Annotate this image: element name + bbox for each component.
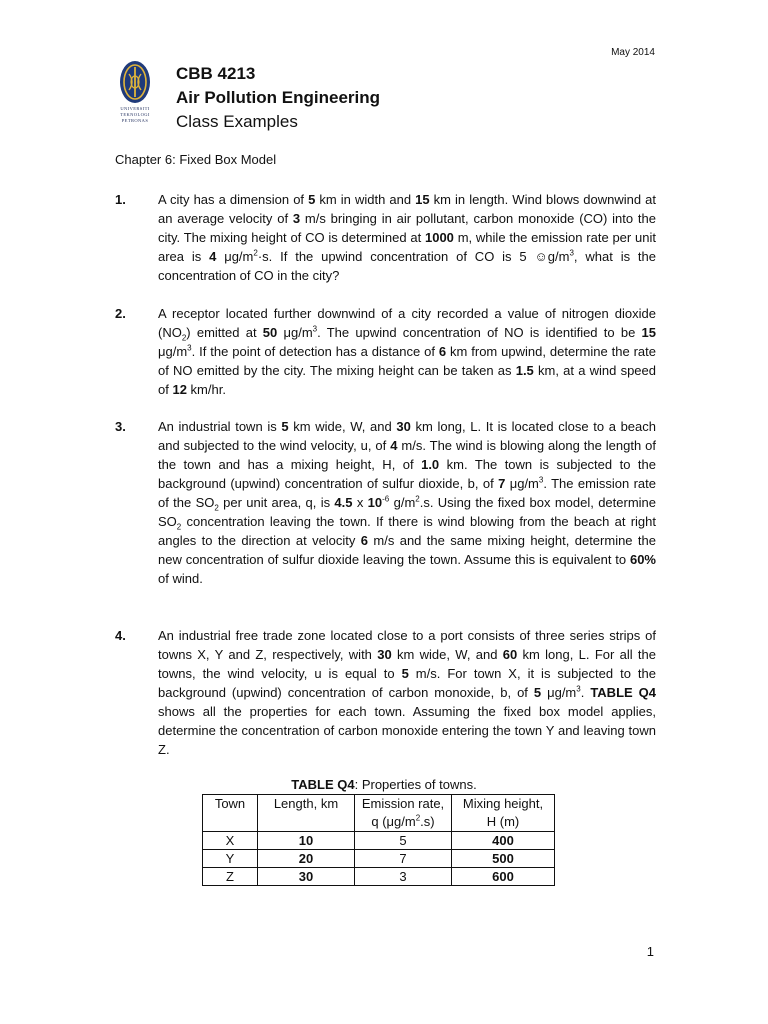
- header-mixing-height: Mixing height, H (m): [452, 795, 555, 832]
- question-3: [115, 417, 656, 588]
- bold-value: 12: [172, 382, 187, 397]
- date-label: May 2014: [611, 47, 655, 58]
- question-number: 3.: [115, 419, 126, 434]
- cell-length: 10: [258, 832, 355, 850]
- bold-value: 7: [498, 476, 506, 491]
- cell-height: 600: [452, 868, 555, 886]
- cell-emission: 5: [355, 832, 452, 850]
- cell-town: X: [203, 832, 258, 850]
- superscript: 3: [312, 324, 318, 334]
- bold-value: 15: [641, 325, 657, 340]
- logo-text-line-3: PETRONAS: [121, 118, 149, 123]
- logo-emblem-icon: [119, 60, 151, 104]
- cell-height: 500: [452, 850, 555, 868]
- table-row: [203, 850, 555, 868]
- bold-value: 4: [209, 249, 217, 264]
- superscript: 2: [253, 248, 258, 258]
- bold-value: 10: [367, 495, 383, 510]
- subscript: 2: [176, 522, 182, 532]
- table-row: [203, 832, 555, 850]
- bold-value: 3: [292, 211, 301, 226]
- superscript: 3: [576, 684, 581, 694]
- bold-value: 60: [502, 647, 518, 662]
- header-emission-rate: Emission rate, q $(\mu g/m^2.s)$: [355, 795, 452, 832]
- bold-value: TABLE Q4: [590, 685, 656, 700]
- superscript: -6: [382, 494, 390, 504]
- bold-value: 6: [438, 344, 447, 359]
- question-number: 2.: [115, 306, 126, 321]
- question-text: A city has a dimension of 5 km in width and 15 km in length. Wind blows downwind at an average velocity of 3 m/s bringing in air pollutant, carbon monoxide (CO) into the city. The mixing height of CO is determined at 1000 m, while the emission rate per unit area is 4 $\mu g/m^2\cdot s$. If the upwind concentration of CO is 5 $☺g/m^3$, what is the concentration of CO in the city?: [158, 192, 657, 283]
- cell-height: 400: [452, 832, 555, 850]
- bold-value: 4: [390, 438, 398, 453]
- cell-emission: 3: [355, 868, 452, 886]
- question-4: [115, 626, 656, 759]
- bold-value: 30: [377, 647, 392, 662]
- superscript: 3: [569, 248, 574, 258]
- course-code: CBB 4213: [176, 64, 256, 83]
- bold-value: 5: [401, 666, 409, 681]
- subscript: 2: [214, 503, 219, 513]
- superscript: 2: [415, 494, 420, 504]
- bold-value: 1.5: [515, 363, 534, 378]
- bold-value: 6: [360, 533, 369, 548]
- cell-town: Y: [203, 850, 258, 868]
- course-name: Air Pollution Engineering: [176, 88, 380, 107]
- question-text: A receptor located further downwind of a city recorded a value of nitrogen dioxide $(NO_2)$ emitted at 50 $\mu g/m^3$. The upwind concentration of NO is identified to be 15 $\mu g/m^3$. If the point of detection has a distance of 6 km from upwind, determine the rate of NO emitted by the city. The mixing height can be taken as 1.5 km, at a wind speed of 12 km/hr.: [158, 306, 657, 397]
- table-caption-label: TABLE Q4: [291, 777, 355, 792]
- subscript: 2: [181, 333, 187, 343]
- question-text: An industrial town is 5 km wide, W, and 30 km long, L. It is located close to a beach and subjected to the wind velocity, u, of 4 m/s. The wind is blowing along the length of the town and has a mixing height, H, of 1.0 km. The town is subjected to the background (upwind) concentration of sulfur dioxide, b, of 7 $\mu g/m^3$. The emission rate of the $SO_2$ per unit area, q, is 4.5 x $10^{-6}$ $g/m^2.s$. Using the fixed box model, determine $SO_2$ concentration leaving the town. If there is wind blowing from the beach at right angles to the direction at velocity 6 m/s and the same mixing height, determine the new concentration of sulfur dioxide leaving the town. Assume this is equivalent to 60% of wind.: [158, 419, 657, 586]
- table-row: [203, 868, 555, 886]
- bold-value: 1000: [424, 230, 454, 245]
- chapter-title: Chapter 6: Fixed Box Model: [115, 152, 277, 167]
- superscript: 3: [187, 343, 192, 353]
- header-length: Length, km: [258, 795, 355, 832]
- bold-value: 15: [415, 192, 430, 207]
- university-logo: [112, 60, 158, 124]
- cell-emission: 7: [355, 850, 452, 868]
- question-text: An industrial free trade zone located close to a port consists of three series strips of towns X, Y and Z, respectively, with 30 km wide, W, and 60 km long, L. For all the towns, the wind velocity, u is equal to 5 m/s. For town X, it is subjected to the background (upwind) concentration of carbon monoxide, b, of 5 $\mu g/m^3$. TABLE Q4 shows all the properties for each town. Assuming the fixed box model applies, determine the concentration of carbon monoxide entering the town Y and leaving town Z.: [158, 628, 657, 757]
- cell-town: Z: [203, 868, 258, 886]
- course-subtitle: Class Examples: [176, 112, 298, 131]
- logo-text-line-2: TEKNOLOGI: [120, 112, 150, 117]
- bold-value: 30: [396, 419, 411, 434]
- bold-value: 4.5: [334, 495, 353, 510]
- course-header: [176, 62, 380, 134]
- table-caption-text: : Properties of towns.: [354, 777, 477, 792]
- bold-value: 1.0: [421, 457, 440, 472]
- superscript: 3: [538, 475, 544, 485]
- bold-value: 5: [308, 192, 316, 207]
- question-2: [115, 304, 656, 399]
- cell-length: 20: [258, 850, 355, 868]
- table-caption: [0, 777, 768, 792]
- table-header-row: [203, 795, 555, 832]
- bold-value: 60%: [629, 552, 656, 567]
- bold-value: 5: [281, 419, 289, 434]
- cell-length: 30: [258, 868, 355, 886]
- page-number: 1: [646, 944, 654, 959]
- question-number: 1.: [115, 192, 126, 207]
- question-1: [115, 190, 656, 285]
- logo-text-line-1: UNIVERSITI: [120, 106, 150, 111]
- header-town: Town: [203, 795, 258, 832]
- bold-value: 5: [533, 685, 542, 700]
- bold-value: 50: [262, 325, 278, 340]
- question-number: 4.: [115, 628, 126, 643]
- properties-table: [202, 794, 555, 886]
